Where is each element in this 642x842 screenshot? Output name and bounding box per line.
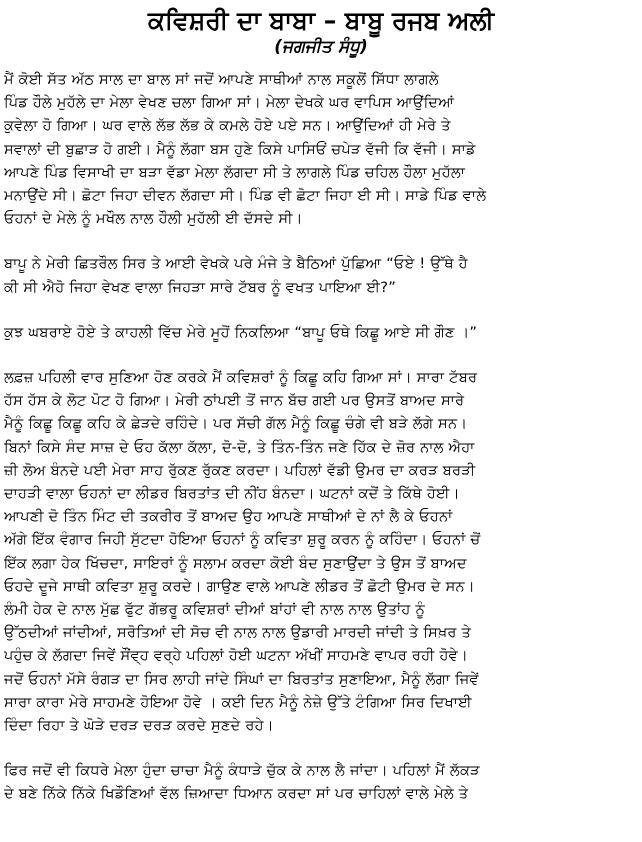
text-line: ਮੈਂ ਕੋਈ ਸੱਤ ਅੱਠ ਸਾਲ ਦਾ ਬਾਲ ਸਾਂ ਜਦੋਂ ਆਪਣੇ ਸਾਥੀਆਂ ਨਾਲ ਸਕੂਲੋਂ ਸਿੱਧਾ ਲਾਗਲੇ (4, 71, 439, 88)
text-line: ਪਿੰਡ ਹੌਲੇ ਮੁਹੱਲੇ ਦਾ ਮੇਲਾ ਵੇਖਣ ਚਲਾ ਗਿਆ ਸਾਂ। ਮੇਲਾ ਦੇਖਕੇ ਘਰ ਵਾਪਿਸ ਆਉਂਦਿਆਂ (4, 94, 455, 112)
text-line: ਮਨਾਉਂਦੇ ਸੀ। ਛੋਟਾ ਜਿਹਾ ਦੀਵਨ ਲੱਗਦਾ ਸੀ। ਪਿੰਡ ਵੀ ਛੋਟਾ ਜਿਹਾ ਈ ਸੀ। ਸਾਡੇ ਪਿੰਡ ਵਾਲੇ (4, 187, 487, 205)
text-line: ਆਪਣੀ ਦੋ ਤਿੰਨ ਮਿੰਟ ਦੀ ਤਕਰੀਰ ਤੋਂ ਬਾਅਦ ਉਹ ਆਪਣੇ ਸਾਥੀਆਂ ਦੇ ਨਾਂ ਲੈ ਕੇ ਓਹਨਾਂ (4, 508, 453, 526)
paragraph (4, 68, 638, 230)
text-line: ਜਦੋਂ ਓਹਨਾਂ ਮੱਸੇ ਰੰਗੜ ਦਾ ਸਿਰ ਲਾਹੀ ਜਾਂਦੇ ਸਿੰਘਾਂ ਦਾ ਬਿਰਤਾਂਤ ਸੁਣਾਇਆ, ਮੈਨੂੰ ਲੱਗਾ ਜਿਵੇਂ (4, 670, 479, 688)
text-line: ਉੱਠਦੀਆਂ ਜਾਂਦੀਆਂ, ਸਰੋਤਿਆਂ ਦੀ ਸੋਚ ਵੀ ਨਾਲ ਨਾਲ ਉਡਾਰੀ ਮਾਰਦੀ ਜਾਂਦੀ ਤੇ ਸਿਖ਼ਰ ਤੇ (4, 624, 472, 642)
text-line: ਕੀ ਸੀ ਐਹੋ ਜਿਹਾ ਵੇਖਣ ਵਾਲਾ ਜਿਹੜਾ ਸਾਰੇ ਟੱਬਰ ਨੂੰ ਵਖਤ ਪਾਇਆ ਈ?” (4, 278, 396, 296)
paragraph (4, 759, 638, 805)
article-body (4, 68, 638, 806)
text-line: ਬਾਪੂ ਨੇ ਮੇਰੀ ਛਿਤਰੌਲ ਸਿਰ ਤੇ ਆਈ ਵੇਖਕੇ ਪਰੇ ਮੰਜੇ ਤੇ ਬੈਠਿਆਂ ਪੁੱਛਿਆ “ਓਏ ! ਉੱਥੇ ਹੈ (4, 255, 468, 273)
paragraph-gap (4, 737, 638, 759)
text-line: ਲਫ਼ਜ਼ ਪਹਿਲੀ ਵਾਰ ਸੁਣਿਆ ਹੋਣ ਕਰਕੇ ਮੈਂ ਕਵਿਸ਼ਰਾਂ ਨੂੰ ਕਿਛੂ ਕਹਿ ਗਿਆ ਸਾਂ। ਸਾਰਾ ਟੱਬਰ (4, 369, 478, 387)
author-byline: (ਜਗਜੀਤ ਸੰਧੂ) (274, 37, 368, 57)
text-line: ਦੇ ਬਣੇ ਨਿੱਕੇ ਨਿੱਕੇ ਖਿਡੌਣਿਆਂ ਵੱਲ ਜ਼ਿਆਦਾ ਧਿਆਨ ਕਰਦਾ ਸਾਂ ਪਰ ਚਾਹਿਲਾਂ ਵਾਲੇ ਮੇਲੇ ਤੇ (4, 785, 469, 803)
paragraph (4, 366, 638, 737)
paragraph-gap (4, 344, 638, 366)
text-line: ਦਿੰਦਾ ਰਿਹਾ ਤੇ ਘੋੜੇ ਦਰੜ ਦਰੜ ਕਰਦੇ ਸੁਣਦੇ ਰਹੇ। (4, 717, 274, 735)
text-line: ਪਹੁੰਚ ਕੇ ਲੱਗਦਾ ਜਿਵੇਂ ਸੌਂਵ੍ਹ ਵਰ੍ਹੇ ਪਹਿਲਾਂ ਹੋਈ ਘਟਨਾ ਅੱਖੀਂ ਸਾਹਮਣੇ ਵਾਪਰ ਰਹੀ ਹੋਵੇ। (4, 647, 468, 665)
text-line: ਦਾਹੜੀ ਵਾਲਾ ਓਹਨਾਂ ਦਾ ਲੀਡਰ ਬਿਰਤਾਂਤ ਦੀ ਨੀਂਹ ਬੰਨਦਾ। ਘਟਨਾਂ ਕਦੋਂ ਤੇ ਕਿੱਥੇ ਹੋਈ। (4, 485, 460, 503)
paragraph-gap (4, 230, 638, 252)
text-line: ਫਿਰ ਜਦੋਂ ਵੀ ਕਿਧਰੇ ਮੇਲਾ ਹੁੰਦਾ ਚਾਚਾ ਮੈਨੂੰ ਕੰਧਾੜੇ ਚੁੱਕ ਕੇ ਨਾਲ ਲੈ ਜਾਂਦਾ। ਪਹਿਲਾਂ ਮੈਂ ਲੱਕੜ (4, 762, 480, 780)
paragraph-gap (4, 299, 638, 321)
text-line: ਹੱਸ ਹੱਸ ਕੇ ਲੋਟ ਪੋਟ ਹੋ ਗਿਆ। ਮੇਰੀ ਠਾਂਪਈ ਤੋਂ ਜਾਨ ਬੱਚ ਗਈ ਪਰ ਉਸਤੋਂ ਬਾਅਦ ਸਾਰੇ (4, 392, 465, 410)
text-line: ਲੰਮੀ ਹੇਕ ਦੇ ਨਾਲ ਮੁੱਛ ਫੁੱਟ ਗੱਭਰੂ ਕਵਿਸ਼ਰਾਂ ਦੀਆਂ ਬਾਂਹਾਂ ਵੀ ਨਾਲ ਨਾਲ ਉਤਾਂਹ ਨੂੰ (4, 601, 426, 619)
text-line: ਜ਼ੀ ਲੋਅ ਬੰਨਦੇ ਪਈ ਮੇਰਾ ਸਾਹ ਰੁੱਕਣ ਰੁੱਕਣ ਕਰਦਾ। ਪਹਿਲਾਂ ਵੱਡੀ ਉਮਰ ਦਾ ਕਰੜ ਬਰੜੀ (4, 461, 476, 479)
text-line: ਓਹਨਾਂ ਦੇ ਮੇਲੇ ਨੂੰ ਮਖੌਲ ਨਾਲ ਹੌਲੀ ਮੁਹੱਲੀ ਈ ਦੱਸਦੇ ਸੀ। (4, 210, 303, 228)
paragraph (4, 321, 638, 344)
text-line: ਇੱਕ ਲਗਾ ਹੇਕ ਖਿੱਚਦਾ, ਸਾਇਰਾਂ ਨੂੰ ਸਲਾਮ ਕਰਦਾ ਕੋਈ ਬੰਦ ਸੁਣਾਉਂਦਾ ਤੇ ਉਸ ਤੋਂ ਬਾਅਦ (4, 554, 467, 572)
text-line: ਅੱਗੇ ਇੱਕ ਵੰਗਾਰ ਜਿਹੀ ਸੁੱਟਦਾ ਹੋਇਆ ਓਹਨਾਂ ਨੂੰ ਕਵਿਤਾ ਸ਼ੁਰੂ ਕਰਨ ਨੂੰ ਕਹਿੰਦਾ। ਓਹਨਾਂ ਚੋਂ (4, 531, 481, 549)
article-title: ਕਵਿਸ਼ਰੀ ਦਾ ਬਾਬਾ – ਬਾਬੂ ਰਜਬ ਅਲੀ (147, 6, 495, 35)
text-line: ਆਪਣੇ ਪਿੰਡ ਵਿਸਾਖੀ ਦਾ ਬੜਾ ਵੱਡਾ ਮੇਲਾ ਲੱਗਦਾ ਸੀ ਤੇ ਲਾਗਲੇ ਪਿੰਡ ਚਹਿਲ ਹੌਲਾ ਮੁਹੱਲਾ (4, 163, 466, 181)
text-line: ਸਵਾਲਾਂ ਦੀ ਬੁਛਾੜ ਹੋ ਗਈ। ਮੈਨੂੰ ਲੱਗਾ ਬਸ ਹੁਣੇ ਕਿਸੇ ਪਾਸਿਓਂ ਚਪੇੜ ਵੱਜੀ ਕਿ ਵੱਜੀ। ਸਾਡੇ (4, 140, 476, 158)
text-line: ਓਹਦੇ ਦੂਜੇ ਸਾਥੀ ਕਵਿਤਾ ਸ਼ੁਰੂ ਕਰਦੇ। ਗਾਉਣ ਵਾਲੇ ਆਪਣੇ ਲੀਡਰ ਤੋਂ ਛੋਟੀ ਉਮਰ ਦੇ ਸਨ। (4, 577, 475, 595)
text-line: ਮੈਨੂੰ ਕਿਛੂ ਕਿਛੂ ਕਹਿ ਕੇ ਛੇੜਦੇ ਰਹਿੰਦੇ। ਪਰ ਸੱਚੀ ਗੱਲ ਮੈਨੂੰ ਕਿਛੂ ਚੰਗੇ ਵੀ ਬੜੇ ਲੱਗੇ ਸਨ। (4, 415, 468, 433)
text-line: ਸਾਰਾ ਕਾਰਾ ਮੇਰੇ ਸਾਹਮਣੇ ਹੋਇਆ ਹੋਵੇ । ਕਈ ਦਿਨ ਮੈਨੂੰ ਨੇਜ਼ੇ ਉੱਤੇ ਟੰਗਿਆ ਸਿਰ ਦਿਖਾਈ (4, 693, 472, 711)
paragraph (4, 252, 638, 298)
text-line: ਕੁਝ ਘਬਰਾਏ ਹੋਏ ਤੇ ਕਾਹਲੀ ਵਿੱਚ ਮੇਰੇ ਮੂਹੋਂ ਨਿਕਲਿਆ “ਬਾਪੂ ਓਥੇ ਕਿਛੂ ਆਏ ਸੀ ਗੌਣ ।” (4, 323, 478, 341)
text-line: ਕੁਵੇਲਾ ਹੋ ਗਿਆ। ਘਰ ਵਾਲੇ ਲੱਭ ਲੱਭ ਕੇ ਕਮਲੇ ਹੋਏ ਪਏ ਸਨ। ਆਉਂਦਿਆਂ ਹੀ ਮੇਰੇ ਤੇ (4, 117, 451, 135)
text-line: ਬਿਨਾਂ ਕਿਸੇ ਸੰਦ ਸਾਜ਼ ਦੇ ਓਹ ਕੱਲਾ ਕੱਲਾ, ਦੋ-ਦੋ, ਤੇ ਤਿੰਨ-ਤਿੰਨ ਜਣੇ ਹਿੱਕ ਦੇ ਜ਼ੋਰ ਨਾਲ ਐਹਾ (4, 438, 475, 456)
